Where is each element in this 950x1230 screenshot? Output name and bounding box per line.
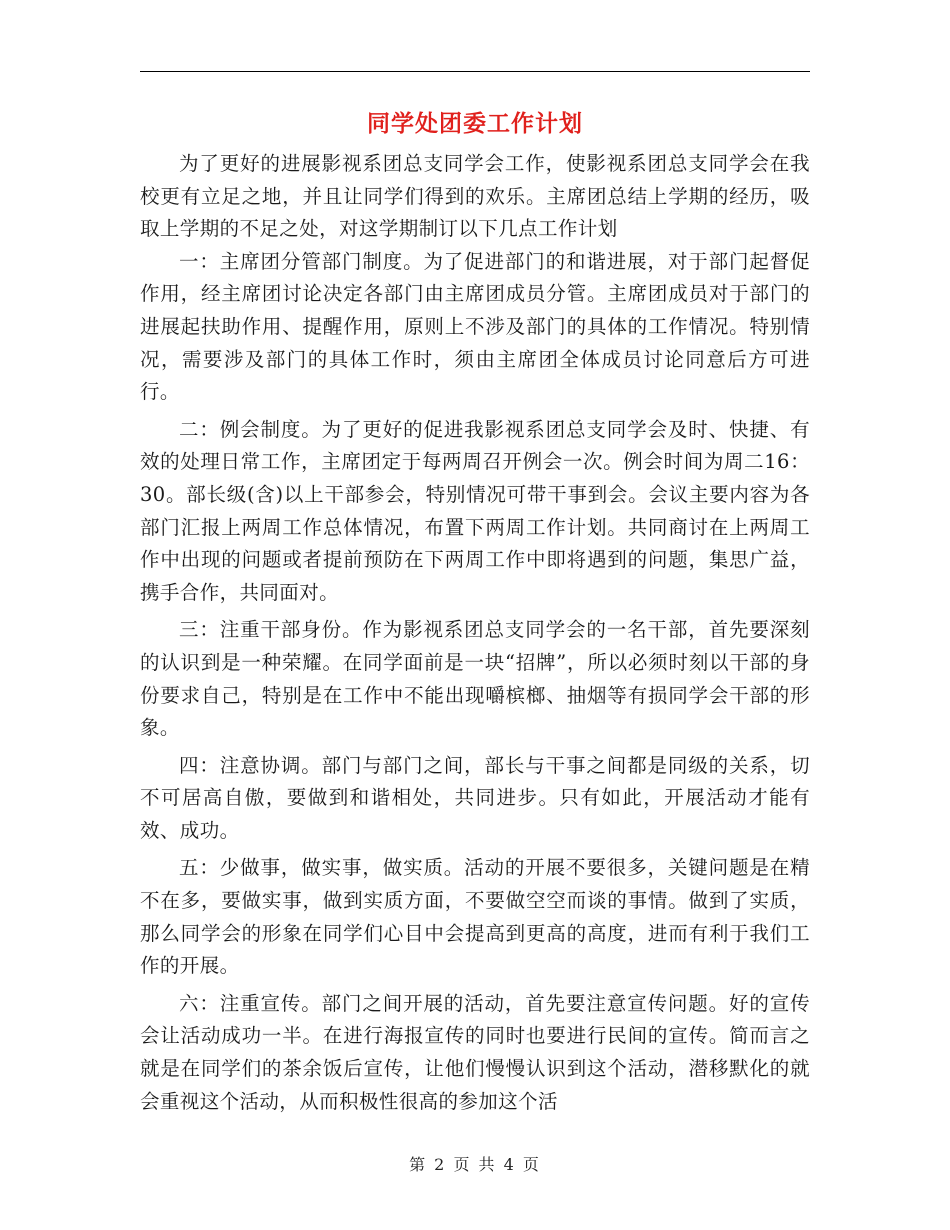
paragraph-intro: 为了更好的进展影视系团总支同学会工作，使影视系团总支同学会在我校更有立足之地，并且让同学们得到的欢乐。主席团总结上学期的经历，吸取上学期的不足之处，对这学期制订以下几点工作计划: [140, 152, 810, 241]
paragraph-item-1: 一：主席团分管部门制度。为了促进部门的和谐进展，对于部门起督促作用，经主席团讨论决定各部门由主席团成员分管。主席团成员对于部门的进展起扶助作用、提醒作用，原则上不涉及部门的具体的工作情况。特别情况，需要涉及部门的具体工作时，须由主席团全体成员讨论同意后方可进行。: [140, 249, 810, 404]
document-body: [140, 148, 810, 1118]
paragraph-item-2: 二：例会制度。为了更好的促进我影视系团总支同学会及时、快捷、有效的处理日常工作，主席团定于每两周召开例会一次。例会时间为周二16：30。部长级(含)以上干部参会，特别情况可带干事到会。会议主要内容为各部门汇报上两周工作总体情况，布置下两周工作计划。共同商讨在上两周工作中出现的问题或者提前预防在下两周工作中即将遇到的问题，集思广益，携手合作，共同面对。: [140, 417, 810, 604]
document-title: 同学处团委工作计划: [367, 110, 583, 137]
header-rule: [140, 71, 810, 72]
page-number-footer: 第 2 页 共 4 页: [409, 1155, 541, 1174]
paragraph-item-4: 四：注意协调。部门与部门之间，部长与干事之间都是同级的关系，切不可居高自傲，要做到和谐相处，共同进步。只有如此，开展活动才能有效、成功。: [140, 753, 810, 842]
paragraph-item-3: 三：注重干部身份。作为影视系团总支同学会的一名干部，首先要深刻的认识到是一种荣耀。在同学面前是一块“招牌”，所以必须时刻以干部的身份要求自己，特别是在工作中不能出现嚼槟榔、抽烟等有损同学会干部的形象。: [140, 618, 810, 740]
paragraph-item-5: 五：少做事，做实事，做实质。活动的开展不要很多，关键问题是在精不在多，要做实事，做到实质方面，不要做空空而谈的事情。做到了实质，那么同学会的形象在同学们心目中会提高到更高的高度，进而有利于我们工作的开展。: [140, 856, 810, 978]
paragraph-item-6: 六：注重宣传。部门之间开展的活动，首先要注意宣传问题。好的宣传会让活动成功一半。在进行海报宣传的同时也要进行民间的宣传。简而言之就是在同学们的茶余饭后宣传，让他们慢慢认识到这个活动，潜移默化的就会重视这个活动，从而积极性很高的参加这个活: [140, 991, 810, 1113]
